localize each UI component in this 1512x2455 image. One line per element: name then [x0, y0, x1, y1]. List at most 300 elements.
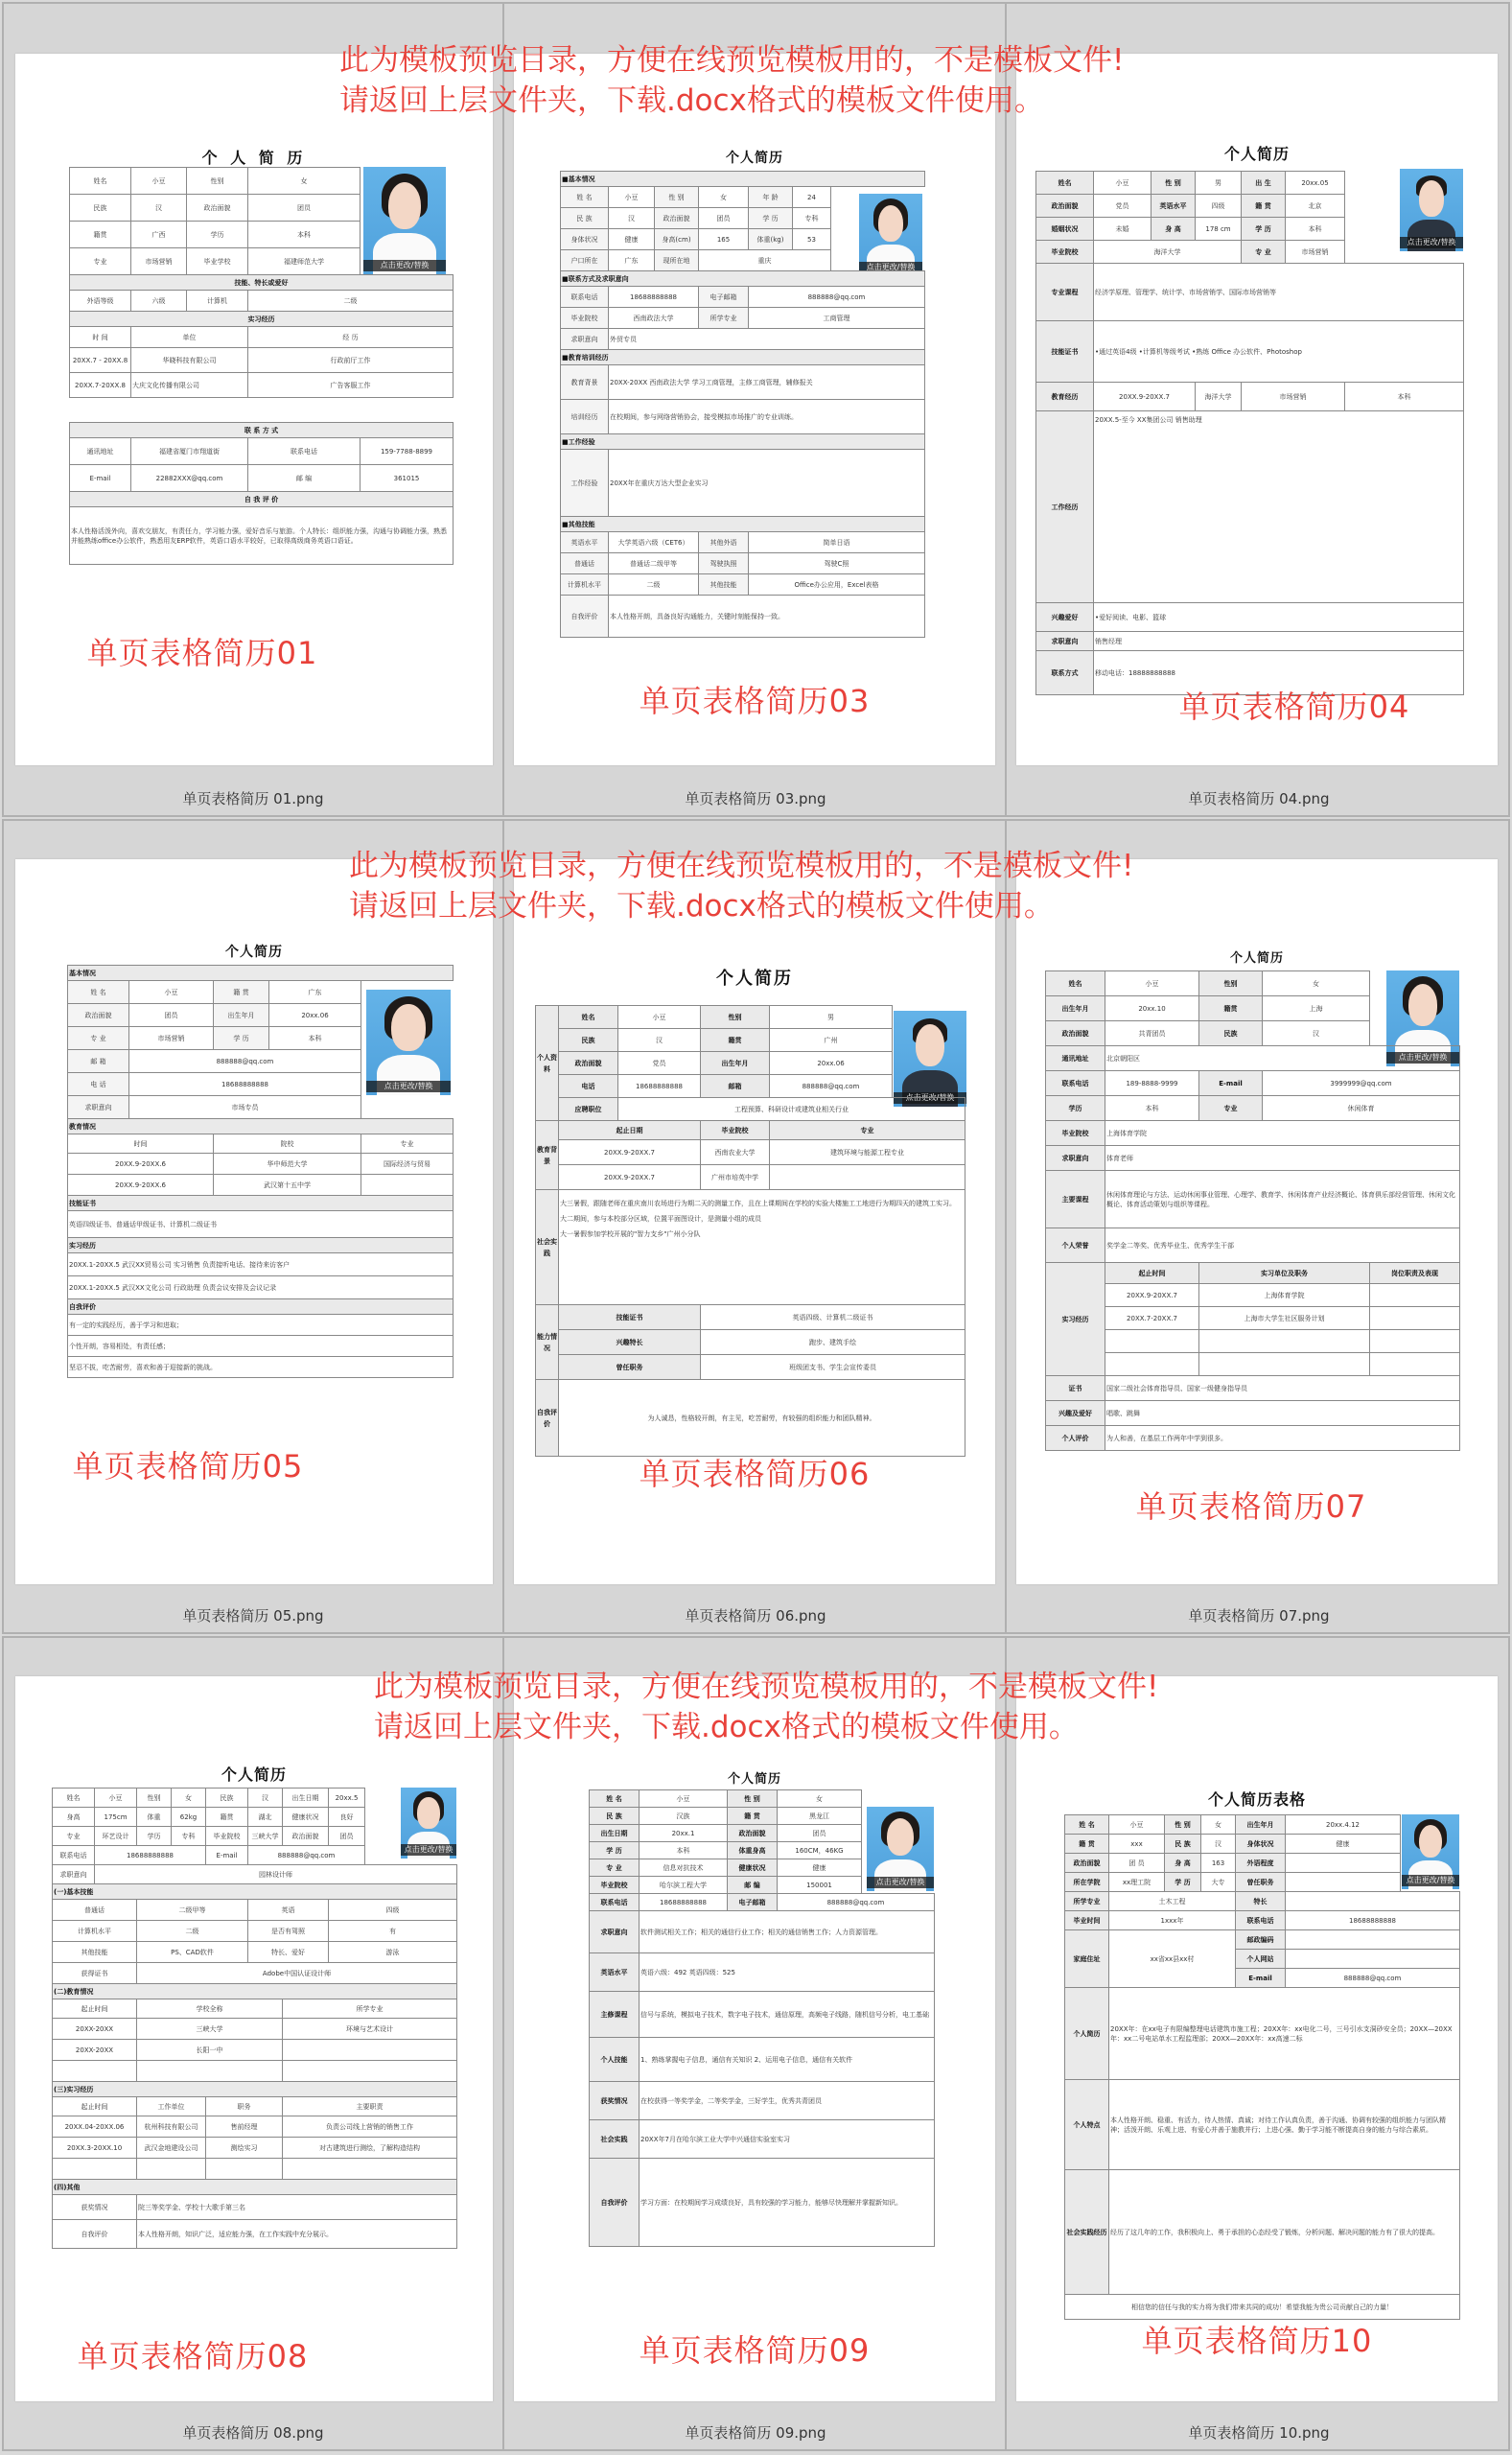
table-cell: 其他技能 — [53, 1942, 137, 1963]
table-cell: 籍 贯 — [1242, 195, 1286, 218]
table-row — [1036, 383, 1464, 411]
table-cell: 女 — [778, 1790, 862, 1808]
template-page-09[interactable] — [514, 1676, 995, 2401]
table-cell: 专 业 — [1242, 241, 1286, 264]
table-row — [1065, 1911, 1460, 1930]
table-cell: 政治面貌 — [1046, 1021, 1105, 1046]
table-cell: 英语四级证书、普通话甲级证书、计算机二级证书 — [68, 1211, 454, 1238]
table-row — [70, 312, 454, 327]
table-cell: 性 别 — [655, 187, 699, 208]
template-cell-08[interactable] — [4, 1638, 504, 2449]
table-cell: 广州 — [770, 1029, 893, 1052]
table-cell: 20XX.3-20XX.10 — [53, 2138, 137, 2159]
table-cell: 出生年月 — [1046, 996, 1105, 1021]
table-cell: 姓 名 — [561, 187, 609, 208]
table-cell — [1370, 1353, 1460, 1376]
table-cell: 身体状况 — [1236, 1835, 1286, 1854]
table-row — [561, 350, 925, 365]
table-cell: 个人简历 — [1065, 1988, 1109, 2080]
table-row — [70, 398, 454, 423]
table-row — [53, 2116, 457, 2138]
table-cell: 教育情况 — [68, 1119, 454, 1134]
table-cell: 女 — [248, 168, 361, 195]
preview-section-1 — [2, 2, 1510, 817]
table-cell: 汉 — [609, 208, 655, 229]
warning-line-1: 此为模板预览目录，方便在线预览模板用的，不是模板文件! — [374, 1670, 1159, 1704]
table-cell — [53, 2159, 137, 2180]
table-cell: 小豆 — [618, 1006, 701, 1029]
table-row — [590, 1911, 935, 1953]
table-cell: 驾驶执照 — [699, 553, 749, 574]
table-cell: 普通话 — [561, 553, 609, 574]
table-row — [536, 1098, 965, 1121]
table-cell: E-mail — [206, 1846, 248, 1865]
table-cell: 广东 — [269, 981, 361, 1004]
table-cell: 团员 — [248, 195, 361, 222]
table-cell: 证书 — [1046, 1376, 1105, 1401]
template-page-07[interactable] — [1016, 859, 1498, 1584]
table-cell: 二级 — [137, 1921, 248, 1942]
template-page-03[interactable] — [514, 54, 995, 765]
table-row — [590, 1953, 935, 1992]
template-filename: 单页表格简历 07.png — [1188, 1607, 1330, 1625]
table-cell: 20XX年：在xx电子有限编整理电话建筑市施工程；20XX年：xx电化二号，三号引水支洞砂安全员；20XX—20XX年：xx二号电站单水工程监理部；20XX—20XX年：xx高速二标 — [1109, 1988, 1460, 2080]
table-cell: 院校 — [214, 1134, 361, 1154]
table-row — [1065, 1815, 1460, 1835]
table-cell: 自我评价 — [53, 2220, 137, 2249]
table-cell: 小豆 — [609, 187, 655, 208]
table-cell: 三峡大学 — [137, 2019, 283, 2040]
photo-replace-tag[interactable]: 点击更改/替换 — [1400, 237, 1463, 248]
table-cell: 学 历 — [1165, 1873, 1201, 1892]
table-cell: 二级甲等 — [137, 1900, 248, 1921]
table-cell: 北京朝阳区 — [1105, 1046, 1460, 1071]
resume-table — [69, 167, 454, 565]
table-row — [53, 1789, 457, 1808]
table-cell: 民 族 — [590, 1808, 640, 1825]
table-cell: 小豆 — [131, 168, 187, 195]
table-cell: 20XX-20XX 西南政法大学 学习工商管理，主修工商管理，辅修报关 — [609, 365, 925, 400]
table-cell: 所学专业 — [1065, 1892, 1109, 1911]
table-cell: 求职意向 — [1036, 632, 1094, 651]
table-cell: 福建省厦门市翔道街 — [131, 438, 248, 465]
table-cell: 外语等级 — [70, 291, 131, 312]
table-cell: 经济学原理、管理学、统计学、市场营销学、国际市场营销等 — [1094, 264, 1464, 321]
table-row — [70, 291, 454, 312]
table-cell: 体重(kg) — [749, 229, 793, 250]
table-row — [53, 1984, 457, 1999]
photo-replace-tag[interactable]: 点击更改/替换 — [1386, 1052, 1459, 1064]
table-cell: (二)教育情况 — [53, 1984, 457, 1999]
table-cell: 个人技能 — [590, 2038, 640, 2082]
table-row — [561, 172, 925, 187]
table-cell: 计算机水平 — [561, 574, 609, 596]
table-cell: 休闲体育理论与方法、运动休闲事业管理、心理学、教育学、休闲体育产业经济概论、体育俱乐部经营管理、休闲文化概论、体育活动策划与组织等课程。 — [1105, 1171, 1460, 1228]
table-cell: 联系电话 — [561, 287, 609, 308]
table-row — [68, 981, 454, 1004]
template-page-01[interactable] — [15, 54, 493, 765]
table-cell: 20XX.7-20XX.7 — [1105, 1307, 1199, 1330]
table-row — [1046, 1307, 1460, 1330]
table-cell: 联系电话 — [248, 438, 361, 465]
table-cell: 籍贯 — [1199, 996, 1263, 1021]
table-cell — [1286, 1873, 1401, 1892]
table-cell: 湖北 — [248, 1808, 283, 1827]
table-row — [1036, 264, 1464, 321]
table-cell: ■其他技能 — [561, 517, 925, 532]
table-cell: 健康 — [609, 229, 655, 250]
table-cell: 国家二级社会体育指导员、国家一级健身指导员 — [1105, 1376, 1460, 1401]
table-cell: 自我评价 — [68, 1299, 454, 1315]
template-cell-04[interactable] — [1009, 4, 1509, 815]
table-cell: 经 历 — [248, 327, 454, 348]
photo-replace-tag[interactable]: 点击更改/替换 — [366, 1081, 451, 1092]
table-cell: 24 — [793, 187, 831, 208]
table-row — [536, 1165, 965, 1190]
table-cell: 出生日期 — [283, 1789, 329, 1808]
template-page-05[interactable] — [15, 859, 493, 1584]
resume-table — [67, 965, 454, 1378]
table-cell: 民 族 — [561, 208, 609, 229]
table-cell: 未婚 — [1094, 218, 1151, 241]
table-row — [1046, 1401, 1460, 1426]
resume-title: 个人简历 — [1223, 145, 1290, 163]
table-row — [1065, 2170, 1460, 2295]
table-cell: 所学专业 — [283, 1999, 457, 2019]
template-cell-09[interactable] — [506, 1638, 1007, 2449]
table-row — [53, 1865, 457, 1884]
table-cell: 海洋大学 — [1094, 241, 1242, 264]
table-cell: 唱歌、跳舞 — [1105, 1401, 1460, 1426]
table-cell: 能力情况 — [536, 1305, 559, 1380]
table-cell: 本人性格活泼外向，喜欢交朋友，有责任力，学习能力强，爱好音乐与旅游。个人特长：组织能力强，沟通与协调能力强，熟悉并能熟练office办公软件，熟悉用友ERP软件，英语口语水平较好，已取得高级商务英语口语证。 — [70, 507, 454, 565]
table-cell — [1199, 1330, 1370, 1353]
table-cell: 家庭住址 — [1065, 1930, 1109, 1988]
table-cell: 姓名 — [53, 1789, 95, 1808]
table-row — [68, 966, 454, 981]
table-cell: 出生日期 — [590, 1825, 640, 1842]
table-cell: 个人评价 — [1046, 1426, 1105, 1451]
table-row — [1065, 2080, 1460, 2170]
table-row — [53, 2082, 457, 2097]
table-cell: 学 历 — [214, 1027, 269, 1050]
table-cell: 实习经历 — [1046, 1263, 1105, 1376]
table-cell: 姓名 — [70, 168, 131, 195]
table-cell: 政治面貌 — [655, 208, 699, 229]
table-cell — [1286, 1892, 1460, 1911]
table-cell — [1370, 1330, 1460, 1353]
table-cell: 毕业学校 — [187, 248, 248, 275]
table-row — [53, 1963, 457, 1984]
table-cell: 电话 — [559, 1075, 618, 1098]
resume-title: 个人简历 — [726, 151, 783, 166]
table-cell: 建筑环境与能源工程专业 — [770, 1140, 965, 1165]
table-cell: 163 — [1201, 1854, 1236, 1873]
table-cell: 888888@qq.com — [778, 1894, 935, 1911]
table-cell: 本人性格开朗，具备良好沟通能力，关键时刻能保持一致。 — [609, 596, 925, 638]
table-row — [1046, 1284, 1460, 1307]
table-cell: 社会实践 — [590, 2120, 640, 2159]
table-cell: 大庆文化传播有限公司 — [131, 373, 248, 398]
table-cell: ■教育培训经历 — [561, 350, 925, 365]
table-cell: (三)实习经历 — [53, 2082, 457, 2097]
table-cell: 姓名 — [1046, 971, 1105, 996]
table-cell: 兴趣特长 — [559, 1330, 701, 1355]
table-cell: 曾任职务 — [559, 1355, 701, 1380]
table-cell: 武汉第十五中学 — [214, 1175, 361, 1196]
table-cell: 18688888888 — [95, 1846, 206, 1865]
table-cell — [137, 2061, 283, 2082]
table-cell: 个人资料 — [536, 1006, 559, 1121]
table-cell: 小豆 — [1105, 971, 1199, 996]
table-row — [68, 1238, 454, 1253]
table-cell: 20XX.1-20XX.5 武汉XX贸易公司 实习销售 负责接听电话、接待来访客户 — [68, 1253, 454, 1276]
table-row — [561, 434, 925, 450]
table-cell — [283, 2061, 457, 2082]
table-cell: 杭州科技有限公司 — [137, 2116, 206, 2138]
table-row — [70, 507, 454, 565]
table-cell: 邮 编 — [248, 465, 361, 492]
table-row — [70, 492, 454, 507]
table-row — [53, 1900, 457, 1921]
table-row — [561, 574, 925, 596]
table-row — [590, 2038, 935, 2082]
table-cell — [1199, 1353, 1370, 1376]
photo-replace-tag[interactable]: 点击更改/替换 — [1402, 1875, 1459, 1886]
table-cell: 汉 — [131, 195, 187, 222]
table-cell: 毕业院校 — [561, 308, 609, 329]
table-row — [68, 1299, 454, 1315]
table-cell: 岗位职责及表现 — [1370, 1263, 1460, 1284]
table-cell: 身高(cm) — [655, 229, 699, 250]
table-cell: 主修课程 — [590, 1992, 640, 2038]
table-row — [1046, 1071, 1460, 1096]
table-row — [536, 1305, 965, 1330]
table-cell — [1370, 971, 1460, 1046]
table-cell: 毕业院校 — [701, 1121, 770, 1140]
table-row — [1065, 2295, 1460, 2320]
table-cell: 信息对抗技术 — [640, 1859, 728, 1877]
table-row — [590, 2159, 935, 2247]
table-cell: 身 高 — [1151, 218, 1196, 241]
table-cell: 政治面貌 — [68, 1004, 129, 1027]
photo-replace-tag[interactable]: 点击更改/替换 — [401, 1844, 456, 1856]
resume-title: 个 人 简 历 — [201, 149, 307, 167]
table-row — [590, 2120, 935, 2159]
table-cell: 姓 名 — [68, 981, 129, 1004]
table-cell: 3999999@qq.com — [1263, 1071, 1460, 1096]
table-cell: 专业 — [770, 1121, 965, 1140]
table-cell: 小豆 — [640, 1790, 728, 1808]
table-row — [1046, 1121, 1460, 1146]
table-cell: 华晓科技有限公司 — [131, 348, 248, 373]
table-cell: 20XX.9-20XX.6 — [68, 1154, 214, 1175]
table-cell: 测绘实习 — [206, 2138, 283, 2159]
resume-table — [1064, 1814, 1460, 2320]
table-cell: 籍 贯 — [1065, 1835, 1109, 1854]
table-cell: 普通话 — [53, 1900, 137, 1921]
table-cell: 坚忍不拔，吃苦耐劳，喜欢和善于迎接新的挑战。 — [68, 1357, 454, 1378]
table-row — [53, 2195, 457, 2220]
table-cell: 党员 — [1094, 195, 1151, 218]
photo-replace-tag[interactable]: 点击更改/替换 — [363, 260, 446, 271]
table-cell: 应聘职位 — [559, 1098, 618, 1121]
table-cell: 为人和善，在基层工作两年中学到很多。 — [1105, 1426, 1460, 1451]
table-cell: 自 我 评 价 — [70, 492, 454, 507]
table-cell: 驾驶C照 — [749, 553, 925, 574]
table-row — [70, 168, 454, 195]
table-cell: 自我评价 — [590, 2159, 640, 2247]
table-cell: 邮箱 — [701, 1075, 770, 1098]
table-cell: 外语程度 — [1236, 1854, 1286, 1873]
table-cell: 院三等奖学金、学校十大歌手第三名 — [137, 2195, 457, 2220]
table-cell: 本科 — [1286, 218, 1345, 241]
table-cell: 武汉金地建设公司 — [137, 2138, 206, 2159]
table-cell: 广西 — [131, 222, 187, 248]
table-row — [68, 1175, 454, 1196]
table-cell: 四级 — [329, 1900, 457, 1921]
table-cell: 其他外语 — [699, 532, 749, 553]
table-cell: 联系电话 — [590, 1894, 640, 1911]
template-label: 单页表格简历09 — [639, 2332, 871, 2369]
table-cell: 身体状况 — [561, 229, 609, 250]
table-cell: 籍贯 — [206, 1808, 248, 1827]
table-cell: 二级 — [248, 291, 454, 312]
table-row — [53, 2040, 457, 2061]
table-cell: 园林设计师 — [95, 1865, 457, 1884]
table-cell: Office办公应用，Excel表格 — [749, 574, 925, 596]
table-cell: 20XX.04-20XX.06 — [53, 2116, 137, 2138]
table-cell: 大三暑假，跟随老师在重庆南川农场进行为期二天的测量工作，且在上课期间在学校的实验大楼施工工地进行为期四天的建筑工实习。 大二期间，参与本校部分区域，位置平面图设计，是测量小组的成员 大一暑假参加学校开展的"智力支乡"广州小分队 — [559, 1190, 965, 1305]
table-cell: 通讯地址 — [1046, 1046, 1105, 1071]
table-cell: 888888@qq.com — [248, 1846, 365, 1865]
resume-table — [560, 171, 925, 638]
table-row — [536, 1121, 965, 1140]
table-cell: 重庆 — [699, 250, 831, 271]
table-row — [68, 1196, 454, 1211]
template-page-04[interactable] — [1016, 54, 1498, 765]
table-cell: 女 — [1263, 971, 1370, 996]
table-cell: 20XX年7月在哈尔滨工业大学中兴通信实验室实习 — [640, 2120, 935, 2159]
table-row — [1046, 1096, 1460, 1121]
template-cell-03[interactable] — [506, 4, 1007, 815]
table-cell: 20xx.1 — [640, 1825, 728, 1842]
table-cell: 培训经历 — [561, 400, 609, 434]
table-cell: 学校全称 — [137, 1999, 283, 2019]
table-cell: 身高 — [53, 1808, 95, 1827]
photo-replace-tag[interactable]: 点击更改/替换 — [867, 1877, 934, 1888]
table-cell: 在校期间，参与网络营销协会，接受模拟市场推广的专业训练。 — [609, 400, 925, 434]
table-cell: 175cm — [95, 1808, 137, 1827]
table-cell: 本科 — [248, 222, 361, 248]
template-label: 单页表格简历01 — [86, 635, 318, 671]
table-row — [590, 1992, 935, 2038]
template-filename: 单页表格简历 04.png — [1188, 790, 1330, 807]
table-cell: 20XX.9-20XX.6 — [68, 1175, 214, 1196]
table-cell: 178 cm — [1196, 218, 1242, 241]
table-cell: 政治面貌 — [559, 1052, 618, 1075]
table-cell: 小豆 — [129, 981, 214, 1004]
resume-title: 个人简历 — [225, 945, 283, 960]
table-cell — [53, 2061, 137, 2082]
table-cell: 工作经历 — [1036, 411, 1094, 603]
template-page-06[interactable] — [514, 859, 995, 1584]
table-cell: 西南政法大学 — [609, 308, 699, 329]
table-cell: 个人特点 — [1065, 2080, 1109, 2170]
table-cell: 曾任职务 — [1236, 1873, 1286, 1892]
table-cell: 福建师范大学 — [248, 248, 361, 275]
photo-replace-tag[interactable]: 点击更改/替换 — [859, 262, 922, 273]
table-cell: 电子邮箱 — [728, 1894, 778, 1911]
table-cell: 求职意向 — [68, 1096, 129, 1119]
table-cell: Adobe中国认证设计师 — [137, 1963, 457, 1984]
table-cell: 上海体育学院 — [1105, 1121, 1460, 1146]
table-cell — [361, 1175, 454, 1196]
table-cell: 上海市大学生社区服务计划 — [1199, 1307, 1370, 1330]
table-cell: 兴趣及爱好 — [1046, 1401, 1105, 1426]
table-cell: 361015 — [361, 465, 454, 492]
photo-replace-tag[interactable]: 点击更改/替换 — [894, 1092, 966, 1104]
table-cell: 联系电话 — [53, 1846, 95, 1865]
table-cell: 20xx.5 — [329, 1789, 365, 1808]
table-row — [561, 287, 925, 308]
table-row — [1036, 632, 1464, 651]
table-cell: 联 系 方 式 — [70, 423, 454, 438]
table-row — [70, 465, 454, 492]
table-cell: 自我评价 — [536, 1380, 559, 1457]
table-cell — [893, 1006, 965, 1098]
table-cell: 有一定的实践经历，善于学习和进取； — [68, 1315, 454, 1336]
table-cell: ■联系方式及求职意向 — [561, 271, 925, 287]
table-cell: 个性开朗，容易相处，有责任感； — [68, 1336, 454, 1357]
table-row — [68, 1315, 454, 1336]
template-filename: 单页表格简历 05.png — [182, 1607, 324, 1625]
table-cell: 18688888888 — [640, 1894, 728, 1911]
table-cell: 个人荣誉 — [1046, 1228, 1105, 1263]
template-page-08[interactable] — [15, 1676, 493, 2401]
table-cell: 教育背景 — [561, 365, 609, 400]
table-row — [561, 400, 925, 434]
table-cell: 求职意向 — [1046, 1146, 1105, 1171]
table-cell: 获得证书 — [53, 1963, 137, 1984]
template-cell-01[interactable] — [4, 4, 504, 815]
template-label: 单页表格简历06 — [639, 1456, 871, 1492]
table-row — [70, 275, 454, 291]
template-page-10[interactable] — [1016, 1676, 1498, 2401]
table-cell: 政治面貌 — [283, 1827, 329, 1846]
table-cell: 出生年月 — [701, 1052, 770, 1075]
table-cell: 专业课程 — [1036, 264, 1094, 321]
table-cell: 大专 — [1201, 1873, 1236, 1892]
table-cell: 健康 — [778, 1859, 862, 1877]
table-cell: 基本情况 — [68, 966, 454, 981]
table-row — [561, 187, 925, 208]
table-cell: 汉 — [1201, 1835, 1236, 1854]
template-cell-06[interactable] — [506, 821, 1007, 1632]
table-cell: 起止时间 — [53, 1999, 137, 2019]
table-cell: 技能、特长或爱好 — [70, 275, 454, 291]
template-cell-07[interactable] — [1009, 821, 1509, 1632]
template-cell-10[interactable] — [1009, 1638, 1509, 2449]
table-cell: 邮 箱 — [68, 1050, 129, 1073]
template-cell-05[interactable] — [4, 821, 504, 1632]
table-cell: 团员 — [329, 1827, 365, 1846]
template-filename: 单页表格简历 08.png — [182, 2424, 324, 2442]
template-label: 单页表格简历03 — [639, 683, 871, 719]
table-cell: 主要职责 — [283, 2097, 457, 2116]
table-row — [1046, 1426, 1460, 1451]
table-cell: 时间 — [68, 1134, 214, 1154]
